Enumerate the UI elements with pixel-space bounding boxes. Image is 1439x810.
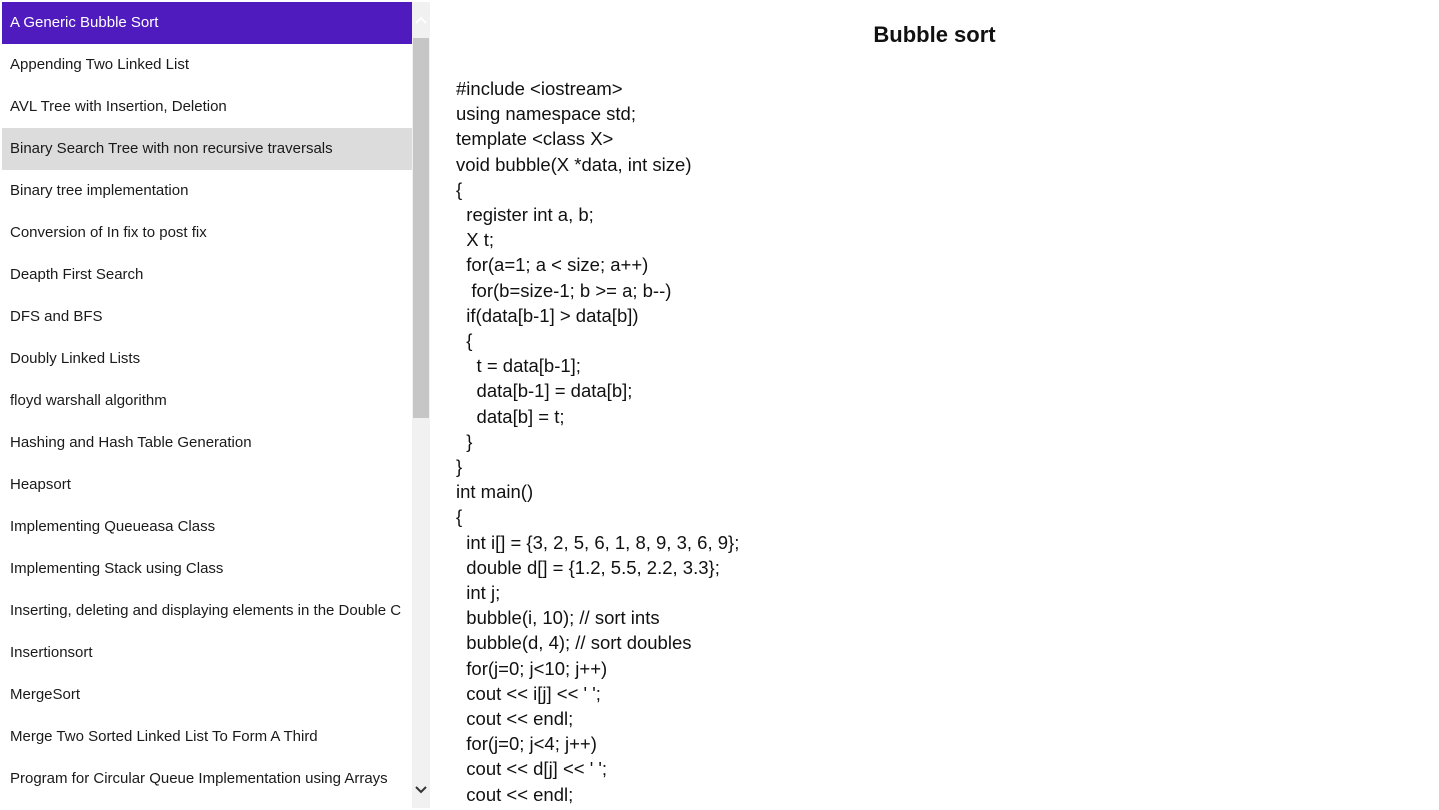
list-item[interactable]: Merge Two Sorted Linked List To Form A Third — [10, 728, 318, 745]
list-item[interactable]: floyd warshall algorithm — [10, 392, 167, 409]
list-item[interactable]: Heapsort — [10, 476, 71, 493]
list-item[interactable]: Deapth First Search — [10, 266, 144, 283]
code-listing: #include <iostream> using namespace std; template <class X> void bubble(X *data, int size) { register int a, b; X t; for(a=1; a < size; a++) for(b=size-1; b >= a; b--) if(data[b-1] > data[b]) { t = data[b-1]; data[b-1] = data[b]; data[b] = t; } } int main() { int i[] = {3, 2, 5, 6, 1, 8, 9, 3, 6, 9}; double d[] = {1.2, 5.5, 2.2, 3.3}; int j; bubble(i, 10); // sort ints bubble(d, 4); // sort doubles for(j=0; j<10; j++) cout << i[j] << ' '; cout << endl; for(j=0; j<4; j++) cout << d[j] << ' '; cout << endl; — [456, 78, 740, 805]
list-item[interactable]: Binary tree implementation — [10, 182, 189, 199]
list-item[interactable]: Binary Search Tree with non recursive traversals — [2, 128, 412, 170]
list-item[interactable]: AVL Tree with Insertion, Deletion — [10, 98, 227, 115]
list-item[interactable]: DFS and BFS — [10, 308, 103, 325]
list-item[interactable]: Implementing Stack using Class — [10, 560, 224, 577]
list-item[interactable]: A Generic Bubble Sort — [2, 2, 412, 44]
list-item[interactable]: Appending Two Linked List — [10, 56, 190, 73]
sidebar — [2, 2, 430, 808]
scrollbar-thumb[interactable] — [413, 38, 429, 418]
topic-list[interactable] — [2, 2, 412, 808]
list-item[interactable]: Implementing Queueasa Class — [10, 518, 216, 535]
scroll-up-button[interactable] — [412, 2, 430, 38]
chevron-down-icon — [414, 785, 428, 795]
list-item[interactable]: Conversion of In fix to post fix — [10, 224, 207, 241]
list-item[interactable]: Doubly Linked Lists — [10, 350, 141, 367]
list-item[interactable]: Program for Circular Queue Implementation using Arrays — [10, 770, 388, 787]
page-title: Bubble sort — [873, 22, 996, 47]
content-pane — [430, 0, 1439, 810]
list-item[interactable]: Hashing and Hash Table Generation — [10, 434, 252, 451]
vertical-scrollbar[interactable] — [412, 2, 430, 808]
chevron-up-icon — [414, 15, 428, 25]
scroll-down-button[interactable] — [412, 772, 430, 808]
list-item[interactable]: Insertionsort — [10, 644, 93, 661]
list-item[interactable]: MergeSort — [10, 686, 81, 703]
list-item[interactable]: Inserting, deleting and displaying elements in the Double C — [10, 602, 402, 619]
